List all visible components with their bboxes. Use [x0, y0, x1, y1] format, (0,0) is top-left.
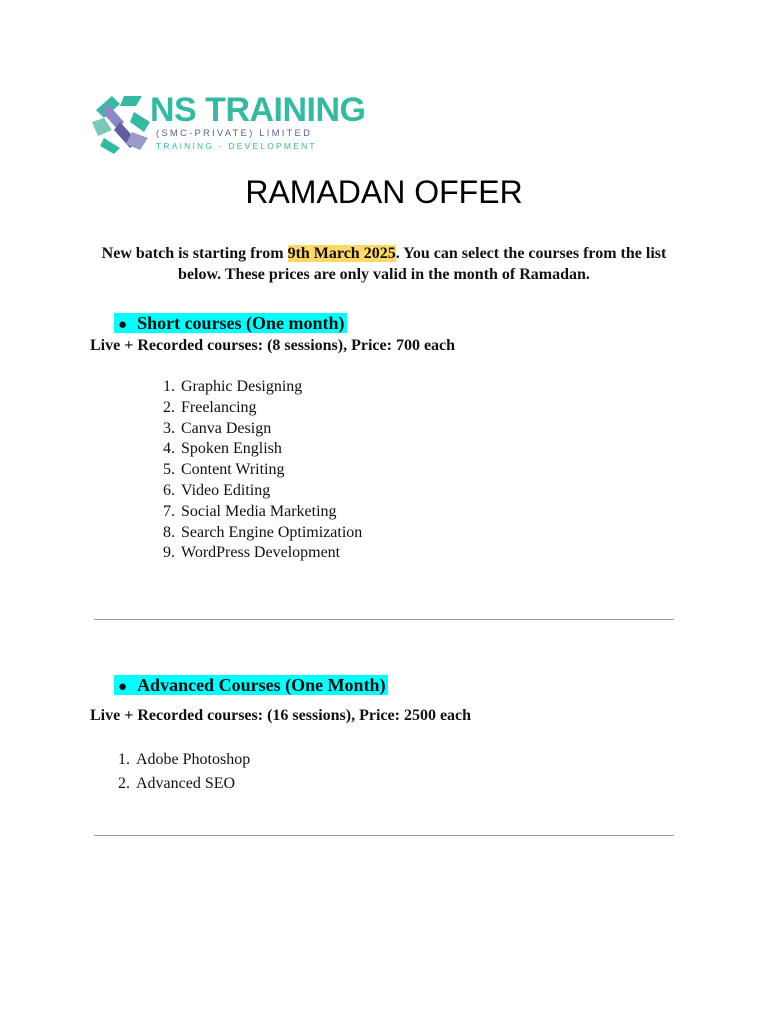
- section-heading-text: Advanced Courses (One Month): [137, 675, 386, 695]
- logo-subtitle: (SMC-PRIVATE) LIMITED: [156, 128, 313, 139]
- logo-tagline: TRAINING - DEVELOPMENT: [156, 141, 317, 151]
- short-courses-heading: [114, 311, 347, 337]
- company-logo: [90, 90, 366, 156]
- divider: [94, 835, 674, 836]
- ns-logo-icon: [90, 92, 154, 154]
- logo-name: NS TRAINING: [150, 91, 366, 129]
- intro-text-before: New batch is starting from: [101, 245, 288, 262]
- advanced-courses-heading: [114, 673, 388, 699]
- list-item: 9. WordPress Development: [163, 544, 341, 562]
- advanced-courses-details: Live + Recorded courses: (16 sessions), Price: 2500 each: [90, 707, 472, 724]
- list-item: 1. Adobe Photoshop: [118, 751, 251, 768]
- short-courses-details: Live + Recorded courses: (8 sessions), Price: 700 each: [90, 337, 456, 354]
- advanced-courses-list: [112, 748, 250, 796]
- list-item: 3. Canva Design: [163, 419, 272, 437]
- bullet-icon: ●: [118, 679, 128, 695]
- section-heading-text: Short courses (One month): [137, 313, 345, 333]
- start-date-highlight: 9th March 2025: [287, 245, 396, 262]
- list-item: 4. Spoken English: [163, 440, 282, 458]
- list-item: 2. Freelancing: [163, 398, 257, 416]
- page-title: RAMADAN OFFER: [245, 174, 523, 210]
- divider: [94, 619, 674, 620]
- list-item: 6. Video Editing: [163, 481, 271, 499]
- intro-paragraph: [90, 243, 678, 285]
- list-item: 8. Search Engine Optimization: [163, 523, 363, 541]
- list-item: 5. Content Writing: [163, 461, 285, 479]
- list-item: 1. Graphic Designing: [163, 378, 303, 395]
- intro-text-after: . You can select the courses from the list below. These prices are only valid in the month of Ramadan.: [178, 245, 667, 283]
- list-item: 7. Social Media Marketing: [163, 502, 337, 520]
- bullet-icon: ●: [118, 317, 128, 333]
- list-item: 2. Advanced SEO: [118, 775, 236, 792]
- short-courses-list: [157, 377, 362, 564]
